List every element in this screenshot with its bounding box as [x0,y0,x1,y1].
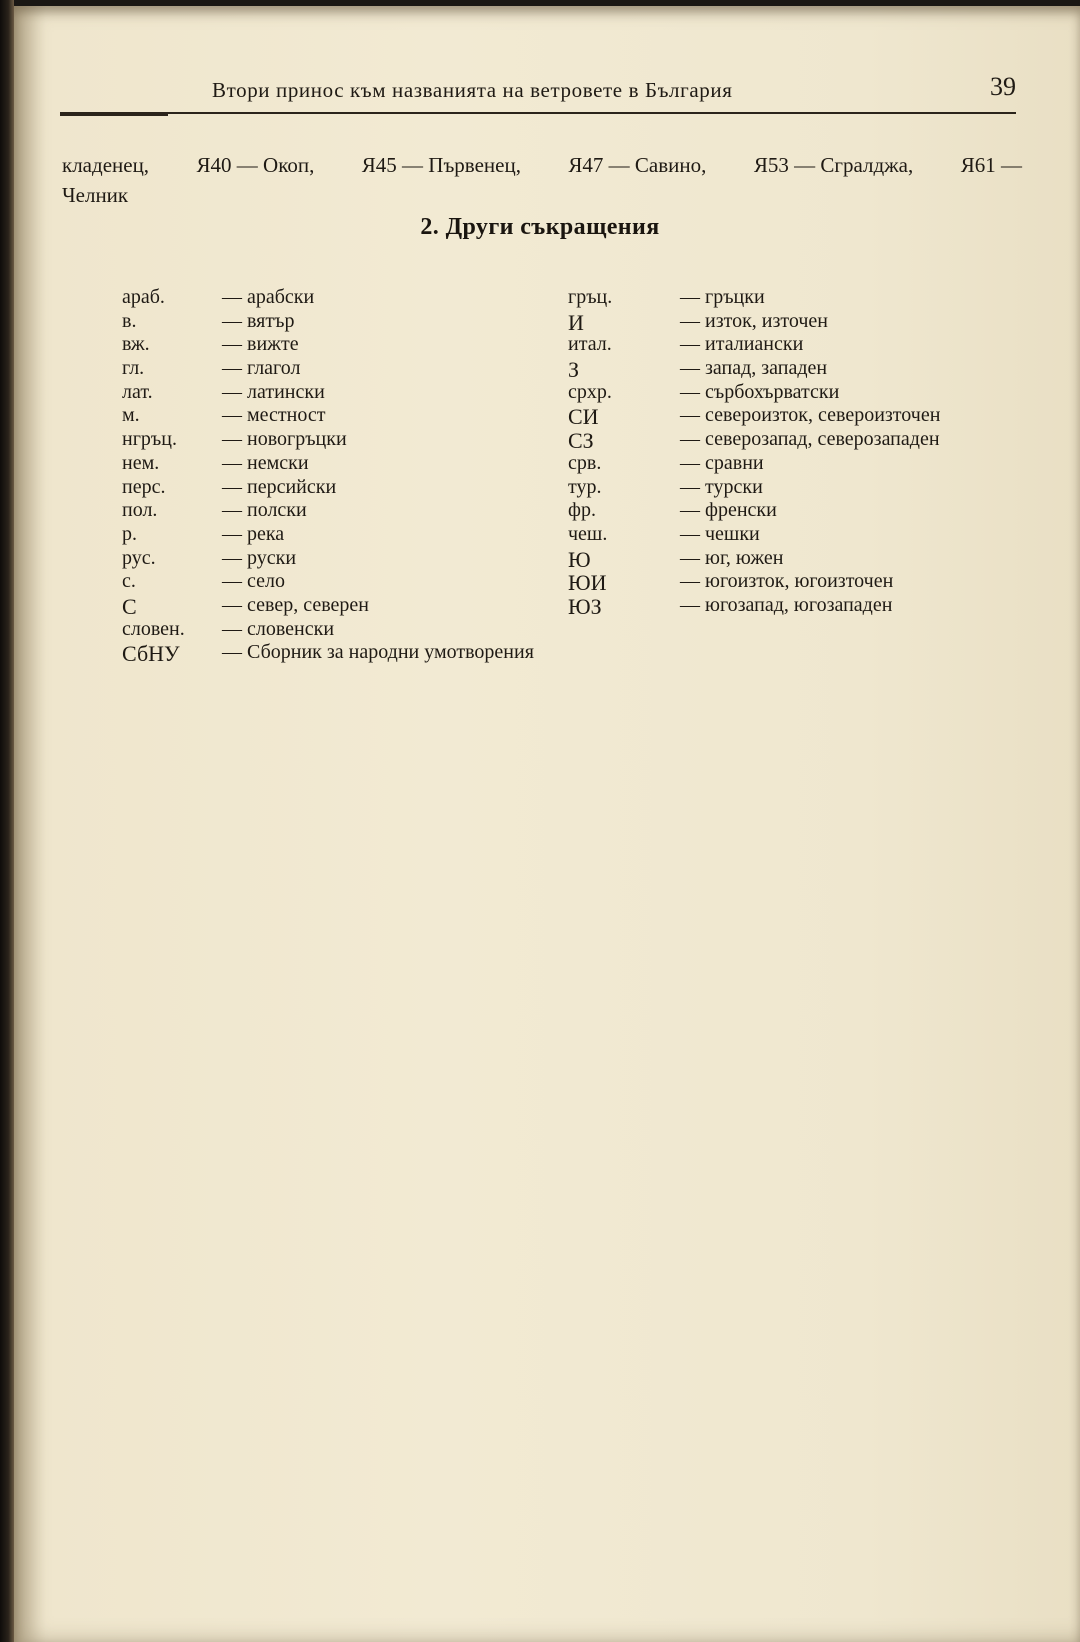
abbreviation-term: СИ [568,404,599,430]
abbreviation-meaning: — арабски [222,286,315,308]
page-number: 39 [990,72,1016,101]
abbreviation-meaning: — река [222,522,285,545]
abbreviation-term: ЮЗ [568,593,602,619]
abbreviation-term: пол. [122,499,158,522]
continuation-line-1 [62,150,1022,180]
abbreviation-meaning: — югозапад, югозападен [680,593,893,616]
book-page [14,6,1080,1642]
abbreviation-row [122,310,562,334]
abbreviation-meaning: — югоизток, югоизточен [680,570,894,593]
abbreviation-row [122,499,562,523]
abbreviation-term: м. [122,404,140,427]
continuation-segment: Я61 — [960,153,1022,177]
abbreviation-row [568,523,1028,547]
abbreviation-row [568,428,1028,452]
abbreviation-term: гръц. [568,286,613,308]
running-title: Втори принос към названията на ветровете в България [212,78,733,102]
abbreviation-term: рус. [122,546,156,569]
abbreviation-term: араб. [122,286,165,308]
abbreviation-meaning: — френски [680,499,777,522]
abbreviation-term: З [568,357,580,383]
abbreviation-meaning: — вятър [222,309,295,332]
abbreviation-meaning: — чешки [680,522,760,545]
book-spine-shadow [0,0,14,1642]
continuation-segment: Я47 — Савино, [568,153,707,177]
abbreviation-row [122,333,562,357]
abbreviation-meaning: — латински [222,380,325,403]
abbreviation-meaning: — изток, източен [680,309,828,332]
abbreviation-meaning: — село [222,570,285,593]
abbreviation-row [122,641,562,665]
abbreviation-row [568,333,1028,357]
abbreviation-term: срв. [568,451,602,474]
abbreviation-row [122,357,562,381]
continuation-segment: Я40 — Окоп, [196,153,315,177]
abbreviation-row [122,404,562,428]
abbreviation-row [122,594,562,618]
section-title: 2. Други съкращения [420,214,660,240]
abbreviation-term: нгръц. [122,428,177,451]
abbreviation-row [568,547,1028,571]
abbreviation-term: Ю [568,546,591,572]
abbreviation-row [122,381,562,405]
continuation-paragraph [62,150,1022,210]
abbreviation-meaning: — глагол [222,357,301,380]
abbreviation-term: перс. [122,475,166,498]
abbreviation-row [122,452,562,476]
abbreviation-term: И [568,309,584,335]
abbreviation-row [122,570,562,594]
continuation-segment: Я53 — Сгралджа, [753,153,914,177]
abbreviation-row [568,404,1028,428]
abbreviation-row [568,310,1028,334]
abbreviation-row [122,428,562,452]
abbreviation-row [122,476,562,500]
abbreviation-term: итал. [568,333,612,356]
abbreviation-row [568,286,1028,310]
abbreviation-term: чеш. [568,522,608,545]
abbreviation-row [122,618,562,642]
continuation-line-2: Челник [62,183,129,207]
abbreviation-meaning: — новогръцки [222,428,347,451]
abbreviation-term: лат. [122,380,153,403]
abbreviation-term: ЮИ [568,570,607,596]
abbreviation-term: гл. [122,357,145,380]
abbreviation-row [568,594,1028,618]
abbreviation-term: СбНУ [122,641,180,667]
header-rule-accent [60,114,168,116]
abbreviation-row [568,452,1028,476]
abbreviation-row [122,523,562,547]
abbreviation-term: срхр. [568,380,612,403]
running-header [60,74,1020,114]
abbreviation-meaning: — словенски [222,617,335,640]
abbreviation-term: в. [122,309,137,332]
abbreviation-list-right [568,286,1028,618]
abbreviation-meaning: — сравни [680,451,764,474]
abbreviation-meaning: — запад, западен [680,357,828,380]
abbreviation-term: р. [122,522,137,545]
abbreviation-meaning: — Сборник за народни умотворения [222,641,534,664]
abbreviation-meaning: — руски [222,546,297,569]
continuation-segment: Я45 — Първенец, [361,153,521,177]
abbreviation-row [568,357,1028,381]
abbreviation-meaning: — север, северен [222,593,369,616]
abbreviation-row [122,547,562,571]
abbreviation-row [568,476,1028,500]
abbreviation-row [568,499,1028,523]
abbreviation-meaning: — турски [680,475,763,498]
abbreviation-list-left [122,286,562,665]
header-rule [60,112,1016,114]
abbreviation-term: С [122,593,137,619]
abbreviation-term: вж. [122,333,150,356]
abbreviation-meaning: — сърбохърватски [680,380,840,403]
abbreviation-meaning: — вижте [222,333,299,356]
abbreviation-row [568,381,1028,405]
abbreviation-term: словен. [122,617,185,640]
abbreviation-meaning: — гръцки [680,286,765,308]
abbreviation-term: СЗ [568,428,594,454]
abbreviation-term: с. [122,570,136,593]
abbreviation-meaning: — местност [222,404,326,427]
abbreviation-meaning: — немски [222,451,309,474]
abbreviation-meaning: — италиански [680,333,804,356]
continuation-segment: кладенец, [62,153,150,177]
abbreviation-term: тур. [568,475,602,498]
abbreviation-term: фр. [568,499,596,522]
abbreviation-row [568,570,1028,594]
abbreviation-meaning: — полски [222,499,307,522]
abbreviation-meaning: — североизток, североизточен [680,404,941,427]
abbreviation-meaning: — персийски [222,475,337,498]
abbreviation-meaning: — юг, южен [680,546,784,569]
abbreviation-row [122,286,562,310]
abbreviation-meaning: — северозапад, северозападен [680,428,940,451]
abbreviation-term: нем. [122,451,160,474]
